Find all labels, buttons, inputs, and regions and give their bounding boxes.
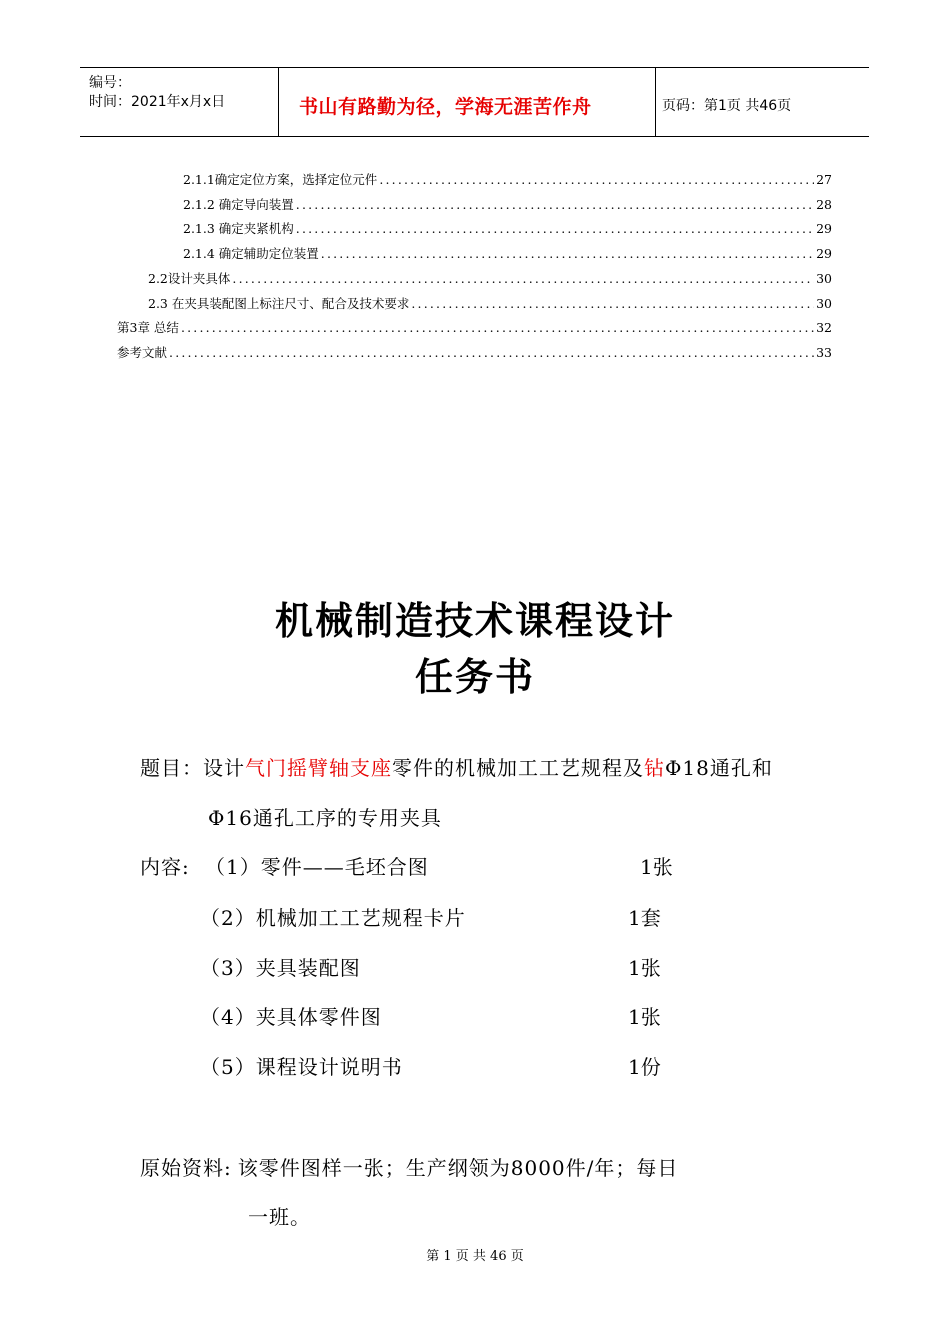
contents-label: 内容:: [140, 855, 190, 879]
subject-line: [140, 752, 773, 781]
page-footer: 第 1 页 共 46 页: [426, 1249, 524, 1264]
document-time-label: 时间：2021年x月x日: [89, 94, 226, 110]
document-subtitle: 任务书: [414, 654, 535, 699]
toc-entry-title: 参考文献: [117, 345, 168, 360]
toc-entry-title: 2.1.3 确定夹紧机构: [183, 221, 294, 236]
contents-item-4: （4）夹具体零件图: [200, 1005, 382, 1029]
toc-entry[interactable]: [148, 294, 832, 314]
toc-leader-dots: [296, 197, 814, 212]
toc-entry[interactable]: [117, 343, 832, 363]
toc-entry-page: 28: [816, 197, 832, 212]
contents-item-3: （3）夹具装配图: [200, 956, 361, 980]
header-page-cell: [656, 68, 869, 136]
header-page-info: 页码：第1页 共46页: [662, 98, 792, 114]
toc-entry[interactable]: [117, 318, 832, 338]
toc-entry-title: 2.1.2 确定导向装置: [183, 197, 294, 212]
page-header: [80, 67, 869, 137]
toc-entry-title: 2.2设计夹具体: [148, 271, 231, 286]
toc-entry-page: 30: [816, 296, 832, 311]
toc-leader-dots: [181, 320, 814, 335]
toc-entry-page: 29: [816, 221, 832, 236]
toc-entry-title: 2.3 在夹具装配图上标注尺寸、配合及技术要求: [148, 296, 410, 311]
toc-entry-page: 32: [816, 320, 832, 335]
header-meta-cell: [80, 68, 279, 136]
source-line-2: 一班。: [248, 1205, 311, 1229]
toc-entry-page: 27: [816, 172, 832, 187]
subject-part-name: 气门摇臂轴支座: [245, 756, 392, 780]
subject-pre: 设计: [203, 756, 245, 780]
subject-label: 题目：: [140, 756, 203, 780]
contents-item-3-qty: 1张: [628, 956, 661, 980]
subject-line-2: Φ16通孔工序的专用夹具: [208, 806, 442, 830]
toc-entry[interactable]: [183, 219, 832, 239]
toc-leader-dots: [296, 221, 814, 236]
subject-mid: 零件的机械加工工艺规程及: [392, 756, 644, 780]
header-motto-cell: [279, 68, 656, 136]
toc-entry-page: 29: [816, 246, 832, 261]
toc-entry[interactable]: [183, 170, 832, 190]
toc-leader-dots: [169, 345, 814, 360]
subject-post: Φ18通孔和: [665, 756, 773, 780]
document-title: 机械制造技术课程设计: [274, 598, 675, 643]
source-label: 原始资料:: [140, 1156, 232, 1180]
subject-drill: 钻: [644, 756, 665, 780]
contents-item-5: （5）课程设计说明书: [200, 1055, 403, 1079]
contents-item-4-qty: 1张: [628, 1005, 661, 1029]
header-motto: 书山有路勤为径，学海无涯苦作舟: [299, 96, 592, 118]
toc-entry-page: 30: [816, 271, 832, 286]
contents-item-2-qty: 1套: [628, 906, 661, 930]
source-text: 该零件图样一张；生产纲领为8000件/年；每日: [237, 1156, 679, 1180]
contents-item-2: （2）机械加工工艺规程卡片: [200, 906, 466, 930]
toc-leader-dots: [411, 296, 814, 311]
contents-item-1-qty: 1张: [640, 855, 673, 879]
toc-entry[interactable]: [183, 195, 832, 215]
toc-entry[interactable]: [148, 269, 832, 289]
contents-item-1: （1）零件——毛坯合图: [205, 855, 429, 879]
contents-item-5-qty: 1份: [628, 1055, 661, 1079]
toc-leader-dots: [321, 246, 814, 261]
toc-entry-page: 33: [816, 345, 832, 360]
toc-leader-dots: [232, 271, 814, 286]
toc-entry-title: 2.1.4 确定辅助定位装置: [183, 246, 319, 261]
toc-leader-dots: [379, 172, 814, 187]
toc-entry-title: 第3章 总结: [117, 320, 179, 335]
source-line: [140, 1152, 678, 1181]
toc-entry[interactable]: [183, 244, 832, 264]
toc-entry-title: 2.1.1确定定位方案，选择定位元件: [183, 172, 378, 187]
document-number-label: 编号：: [89, 75, 131, 91]
contents-line: [140, 851, 190, 880]
